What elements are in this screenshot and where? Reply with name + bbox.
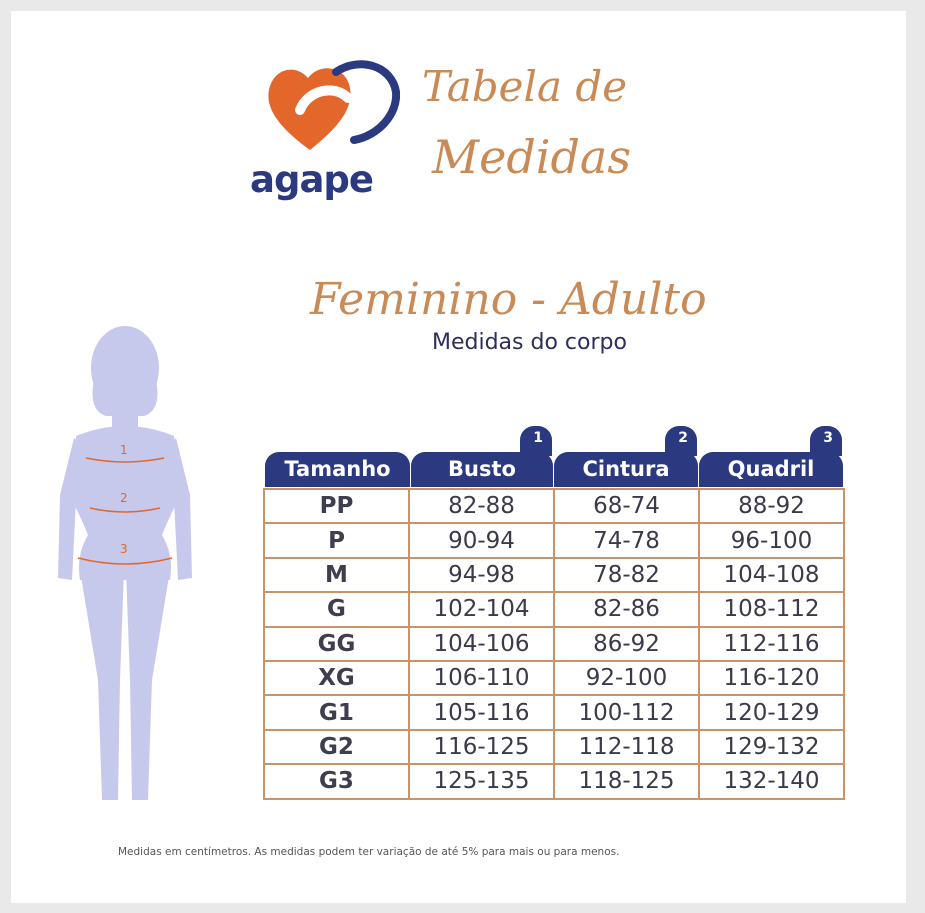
size-cell: M (264, 558, 409, 592)
table-row (264, 489, 844, 523)
table-row (264, 592, 844, 626)
quadril-cell: 116-120 (699, 661, 844, 695)
size-cell: PP (264, 489, 409, 523)
quadril-cell: 120-129 (699, 695, 844, 729)
section-subtitle: Medidas do corpo (432, 330, 627, 355)
quadril-cell: 88-92 (699, 489, 844, 523)
quadril-cell: 108-112 (699, 592, 844, 626)
table-row (264, 764, 844, 798)
quadril-cell: 96-100 (699, 523, 844, 557)
busto-cell: 106-110 (409, 661, 554, 695)
table-row (264, 558, 844, 592)
busto-cell: 90-94 (409, 523, 554, 557)
section-title: Feminino - Adulto (310, 274, 707, 325)
cintura-cell: 112-118 (554, 730, 699, 764)
bust-marker: 1 (120, 443, 128, 457)
table-row (264, 627, 844, 661)
header-quadril: Quadril (699, 452, 843, 487)
size-cell: G3 (264, 764, 409, 798)
cintura-number: 2 (678, 430, 688, 446)
footnote: Medidas em centímetros. As medidas podem ter variação de até 5% para mais ou para menos. (118, 846, 620, 858)
quadril-cell: 112-116 (699, 627, 844, 661)
busto-cell: 94-98 (409, 558, 554, 592)
header-cintura: Cintura (554, 452, 698, 487)
hip-marker: 3 (120, 542, 128, 556)
table-row (264, 730, 844, 764)
busto-cell: 125-135 (409, 764, 554, 798)
busto-cell: 82-88 (409, 489, 554, 523)
size-cell: G1 (264, 695, 409, 729)
page-title-line1: Tabela de (422, 62, 628, 111)
busto-cell: 102-104 (409, 592, 554, 626)
busto-number: 1 (533, 430, 543, 446)
busto-cell: 104-106 (409, 627, 554, 661)
size-cell: G2 (264, 730, 409, 764)
size-table (263, 488, 845, 800)
header-busto: Busto (411, 452, 553, 487)
brand-name: agape (250, 158, 374, 201)
body-silhouette-icon (50, 320, 210, 825)
cintura-cell: 118-125 (554, 764, 699, 798)
busto-cell: 105-116 (409, 695, 554, 729)
cintura-cell: 86-92 (554, 627, 699, 661)
page-title-line2: Medidas (432, 130, 631, 184)
header-tamanho: Tamanho (265, 452, 410, 487)
quadril-cell: 104-108 (699, 558, 844, 592)
table-row (264, 661, 844, 695)
table-row (264, 695, 844, 729)
quadril-cell: 132-140 (699, 764, 844, 798)
quadril-number: 3 (823, 430, 833, 446)
busto-cell: 116-125 (409, 730, 554, 764)
cintura-cell: 100-112 (554, 695, 699, 729)
size-cell: G (264, 592, 409, 626)
cintura-cell: 78-82 (554, 558, 699, 592)
size-cell: P (264, 523, 409, 557)
cintura-cell: 74-78 (554, 523, 699, 557)
size-cell: XG (264, 661, 409, 695)
table-row (264, 523, 844, 557)
waist-marker: 2 (120, 491, 128, 505)
heart-logo-icon (250, 52, 400, 157)
cintura-cell: 82-86 (554, 592, 699, 626)
quadril-cell: 129-132 (699, 730, 844, 764)
cintura-cell: 68-74 (554, 489, 699, 523)
cintura-cell: 92-100 (554, 661, 699, 695)
size-cell: GG (264, 627, 409, 661)
